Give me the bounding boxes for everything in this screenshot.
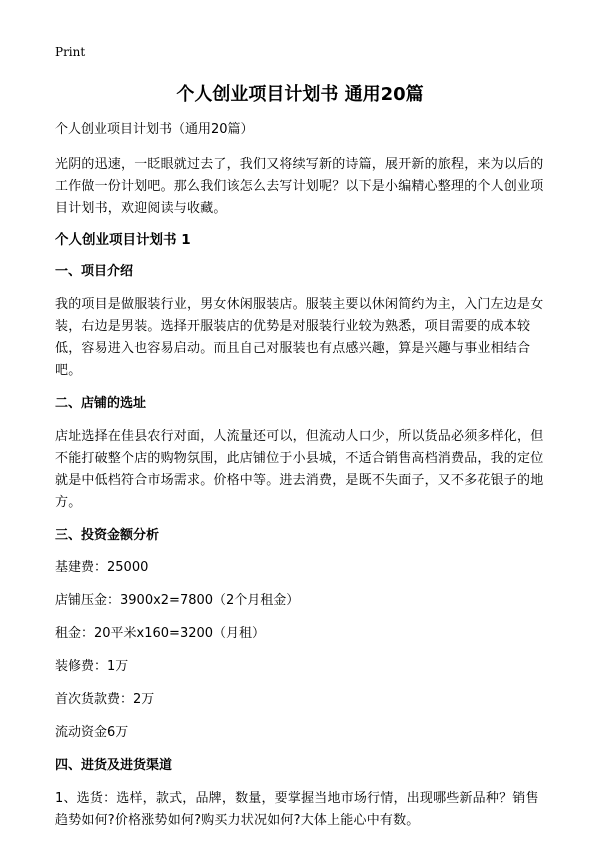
cost-item-deposit: 店铺压金：3900x2=7800（2个月租金） — [55, 593, 300, 608]
print-link[interactable]: Print — [55, 45, 86, 59]
page-title: 个人创业项目计划书 通用20篇 — [176, 84, 424, 105]
part-heading-store-location: 二、店铺的选址 — [55, 396, 147, 411]
document-subtitle: 个人创业项目计划书（通用20篇） — [55, 122, 254, 137]
cost-item-rent: 租金：20平米x160=3200（月租） — [55, 626, 266, 641]
cost-item-working-capital: 流动资金6万 — [55, 725, 129, 740]
document-body — [55, 120, 550, 842]
project-intro-paragraph: 我的项目是做服装行业，男女休闲服装店。服装主要以休闲简约为主，入门左边是女装，右边是男装。选择开服装店的优势是对服装行业较为熟悉，项目需要的成本较低，容易进入也容易启动。而且自己对服装也有点感兴趣，算是兴趣与事业相结合吧。 — [55, 297, 544, 378]
cost-item-decoration: 装修费：1万 — [55, 659, 129, 674]
part-heading-project-intro: 一、项目介绍 — [55, 264, 134, 279]
store-location-paragraph: 店址选择在佳县农行对面，人流量还可以，但流动人口少，所以货品必须多样化，但不能打破整个店的购物氛围，此店铺位于小县城，不适合销售高档消费品，我的定位就是中低档符合市场需求。价格中等。进去消费，是既不失面子，又不多花银子的地方。 — [55, 429, 544, 510]
section-heading-1: 个人创业项目计划书 1 — [55, 232, 191, 248]
part-heading-purchasing: 四、进货及进货渠道 — [55, 758, 173, 773]
cost-item-construction: 基建费：25000 — [55, 560, 149, 575]
cost-item-first-stock: 首次货款费：2万 — [55, 692, 155, 707]
part-heading-investment: 三、投资金额分析 — [55, 528, 160, 543]
intro-paragraph: 光阴的迅速，一眨眼就过去了，我们又将续写新的诗篇，展开新的旅程，来为以后的工作做一份计划吧。那么我们该怎么去写计划呢？以下是小编精心整理的个人创业项目计划书，欢迎阅读与收藏。 — [55, 157, 544, 216]
purchasing-paragraph: 1、选货：选样，款式，品牌，数量，要掌握当地市场行情，出现哪些新品种？销售趋势如何?价格涨势如何?购买力状况如何?大体上能心中有数。 — [55, 791, 539, 828]
